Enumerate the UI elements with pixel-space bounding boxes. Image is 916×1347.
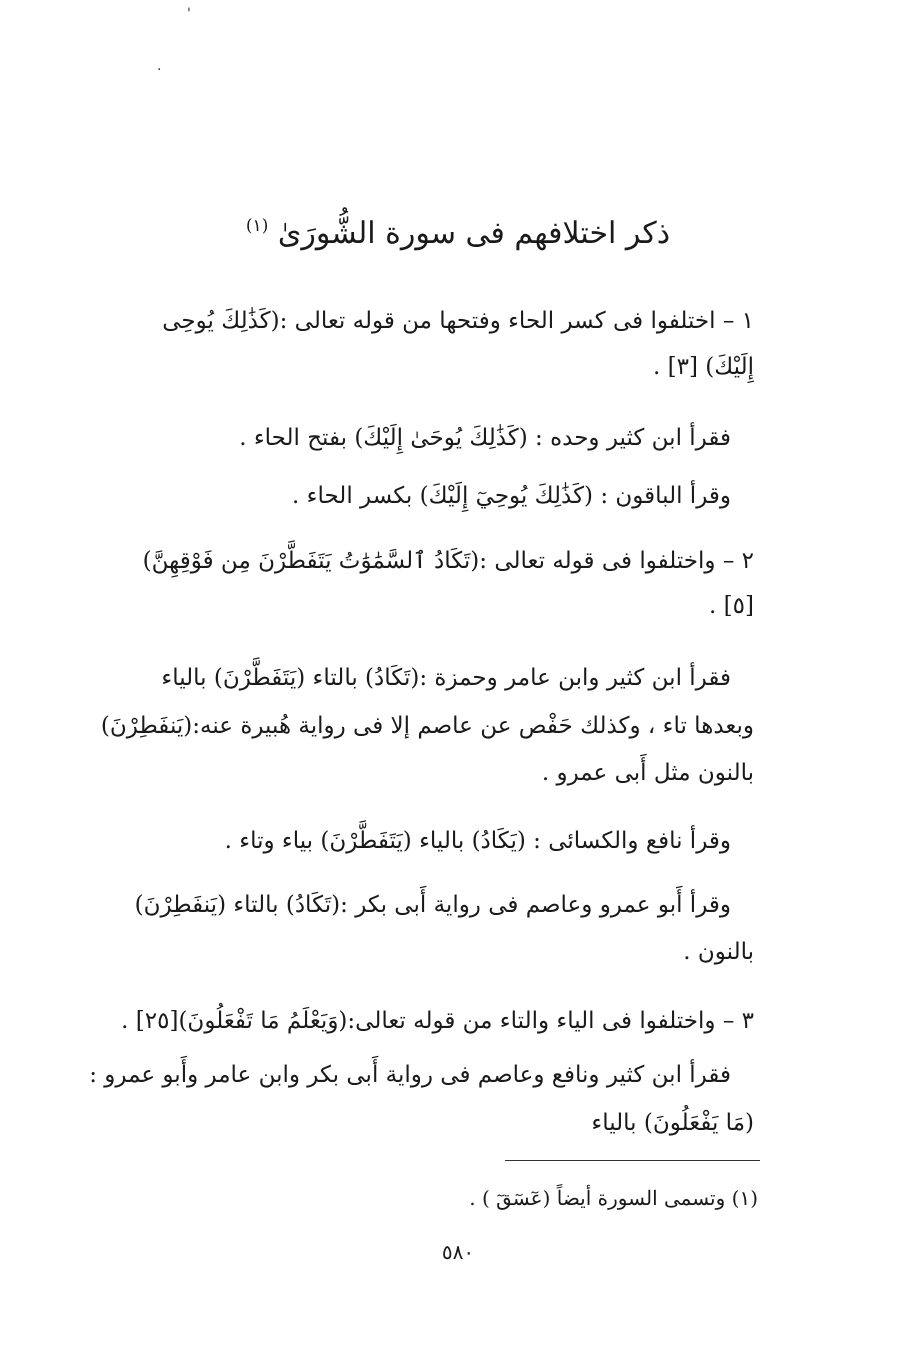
- text-line: ٣ – واختلفوا فى الياء والتاء من قوله تعالى:(وَيَعْلَمُ مَا تَفْعَلُونَ)[٢٥] .: [121, 1008, 754, 1034]
- text-line: وقرأ أَبو عمرو وعاصم فى رواية أَبى بكر :(تَكَادُ) بالتاء (يَنفَطِرْنَ): [134, 892, 731, 918]
- text-line: (مَا يَفْعَلُونَ) بالياء: [591, 1110, 754, 1136]
- chapter-title-text: ذكر اختلافهم فى سورة الشُّورَىٰ: [277, 216, 671, 251]
- text-line: بالنون .: [683, 939, 754, 965]
- footnote-divider: [505, 1160, 760, 1161]
- text-line: [٥] .: [709, 593, 754, 619]
- text-line: وقرأ الباقون : (كَذَٰلِكَ يُوحِيٓ إِلَيْكَ) بكسر الحاء .: [292, 483, 731, 509]
- title-footnote-marker: (١): [245, 216, 269, 236]
- footnote: (١) وتسمى السورة أيضاً (عٓسٓقٓ ) .: [469, 1186, 758, 1210]
- text-line: وقرأ نافع والكسائى : (يَكَادُ) بالياء (يَتَفَطَّرْنَ) بياء وتاء .: [224, 828, 731, 854]
- page-number: ٥٨٠: [441, 1240, 475, 1264]
- scan-dot: ·: [157, 62, 162, 78]
- text-line: ٢ – واختلفوا فى قوله تعالى :(تَكَادُ ٱلسَّمَٰوَٰتُ يَتَفَطَّرْنَ مِن فَوْقِهِنَّ): [142, 548, 754, 574]
- text-line: بالنون مثل أَبى عمرو .: [541, 760, 754, 786]
- text-line: فقرأ ابن كثير ونافع وعاصم فى رواية أَبى بكر وابن عامر وأَبو عمرو :: [89, 1062, 731, 1088]
- text-line: وبعدها تاء ، وكذلك حَفْص عن عاصم إلا فى رواية هُبيرة عنه:(يَنفَطِرْنَ): [100, 713, 754, 739]
- text-line: فقرأ ابن كثير وابن عامر وحمزة :(تَكَادُ) بالتاء (يَتَفَطَّرْنَ) بالياء: [161, 665, 731, 691]
- chapter-title: [0, 196, 916, 264]
- text-line: إِلَيْكَ) [٣] .: [653, 354, 754, 380]
- text-line: ١ – اختلفوا فى كسر الحاء وفتحها من قوله تعالى :(كَذَٰلِكَ يُوحِى: [162, 308, 754, 334]
- text-line: فقرأ ابن كثير وحده : (كَذَٰلِكَ يُوحَىٰ إِلَيْكَ) بفتح الحاء .: [239, 425, 731, 451]
- scan-mark: ': [187, 6, 191, 22]
